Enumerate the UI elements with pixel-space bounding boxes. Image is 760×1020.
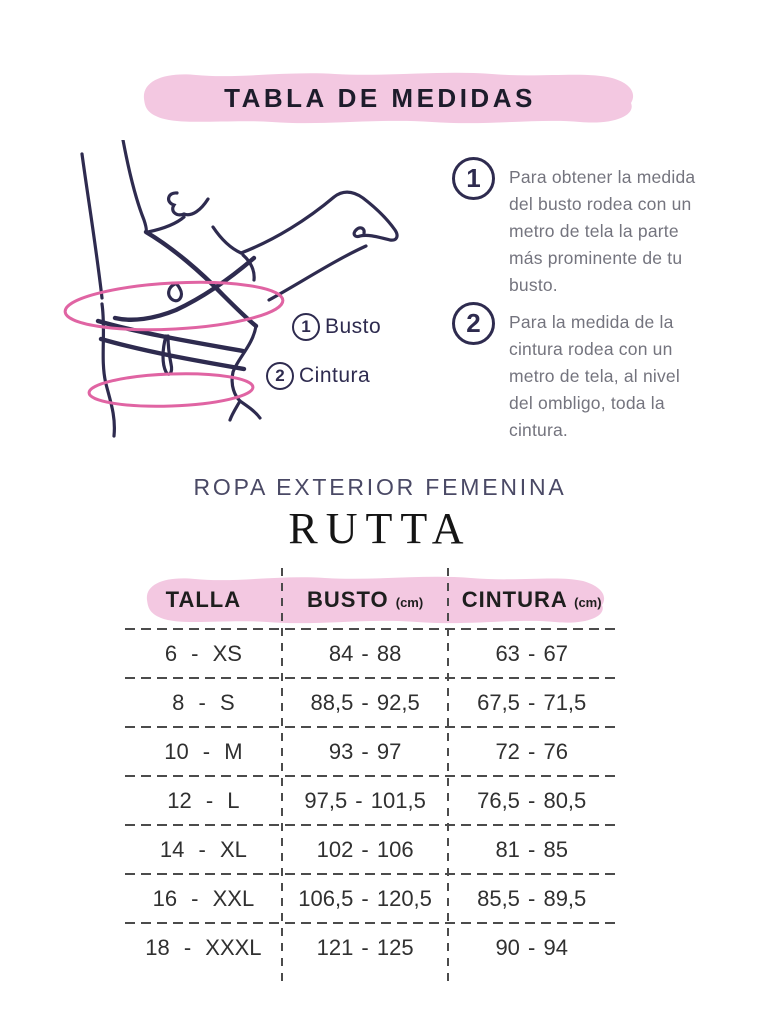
instruction-waist	[452, 302, 714, 444]
waist-number-icon: 2	[266, 362, 294, 390]
instruction-2-text: Para la medida de la cintura rodea con un metro de tela, al nivel del ombligo, toda la cintura.	[509, 312, 680, 440]
waist-cell: 90 - 94	[495, 934, 568, 960]
size-cell: 12 - L	[167, 787, 240, 813]
column-divider-2	[447, 568, 449, 986]
table-row	[125, 777, 615, 824]
header-talla-label: TALLA	[165, 586, 242, 612]
table-row	[125, 679, 615, 726]
table-row	[125, 924, 615, 971]
waist-cell: 76,5 - 80,5	[477, 787, 587, 813]
brand-logo: RUTTA	[288, 504, 472, 553]
bust-cell: 121 - 125	[316, 934, 414, 960]
table-row	[125, 875, 615, 922]
waist-label	[266, 362, 370, 390]
waist-cell: 72 - 76	[495, 738, 568, 764]
bust-label-text: Busto	[325, 315, 382, 338]
waist-cell: 85,5 - 89,5	[477, 885, 587, 911]
table-row	[125, 728, 615, 775]
waist-cell: 67,5 - 71,5	[477, 689, 587, 715]
header-busto	[282, 587, 449, 613]
bust-cell: 88,5 - 92,5	[310, 689, 420, 715]
table-row	[125, 826, 615, 873]
page-title-banner	[120, 66, 640, 130]
size-table	[125, 571, 615, 971]
body-illustration	[38, 140, 438, 458]
bust-cell: 106,5 - 120,5	[298, 885, 432, 911]
instruction-bust	[452, 157, 714, 299]
bust-label	[292, 313, 381, 341]
waist-label-text: Cintura	[299, 364, 371, 387]
page-title: TABLA DE MEDIDAS	[224, 83, 536, 113]
bust-cell: 93 - 97	[328, 738, 402, 764]
instruction-1-text: Para obtener la medida del busto rodea con un metro de tela la parte más prominente de tu busto.	[509, 167, 696, 295]
bust-number-icon: 1	[292, 313, 320, 341]
size-cell: 6 - XS	[164, 640, 242, 666]
instruction-1-number-icon: 1	[452, 157, 495, 200]
waist-cell: 81 - 85	[495, 836, 568, 862]
header-cintura-label: CINTURA	[461, 586, 567, 612]
size-cell: 16 - XXL	[152, 885, 255, 911]
header-busto-label: BUSTO	[307, 586, 389, 612]
size-cell: 14 - XL	[159, 836, 247, 862]
table-header-row	[125, 571, 615, 628]
size-cell: 10 - M	[164, 738, 243, 764]
instruction-2-number-icon: 2	[452, 302, 495, 345]
header-cintura	[448, 587, 615, 613]
category-heading: ROPA EXTERIOR FEMENINA	[193, 474, 567, 500]
table-row	[125, 630, 615, 677]
header-busto-unit: (cm)	[395, 594, 424, 610]
header-cintura-unit: (cm)	[574, 594, 602, 610]
size-cell: 18 - XXXL	[145, 934, 262, 960]
bust-cell: 84 - 88	[328, 640, 402, 666]
header-talla	[125, 587, 282, 613]
column-divider-1	[281, 568, 283, 986]
waist-cell: 63 - 67	[495, 640, 568, 666]
bust-cell: 97,5 - 101,5	[304, 787, 426, 813]
torso-line-drawing	[38, 140, 438, 458]
bust-cell: 102 - 106	[316, 836, 414, 862]
size-cell: 8 - S	[172, 689, 235, 715]
